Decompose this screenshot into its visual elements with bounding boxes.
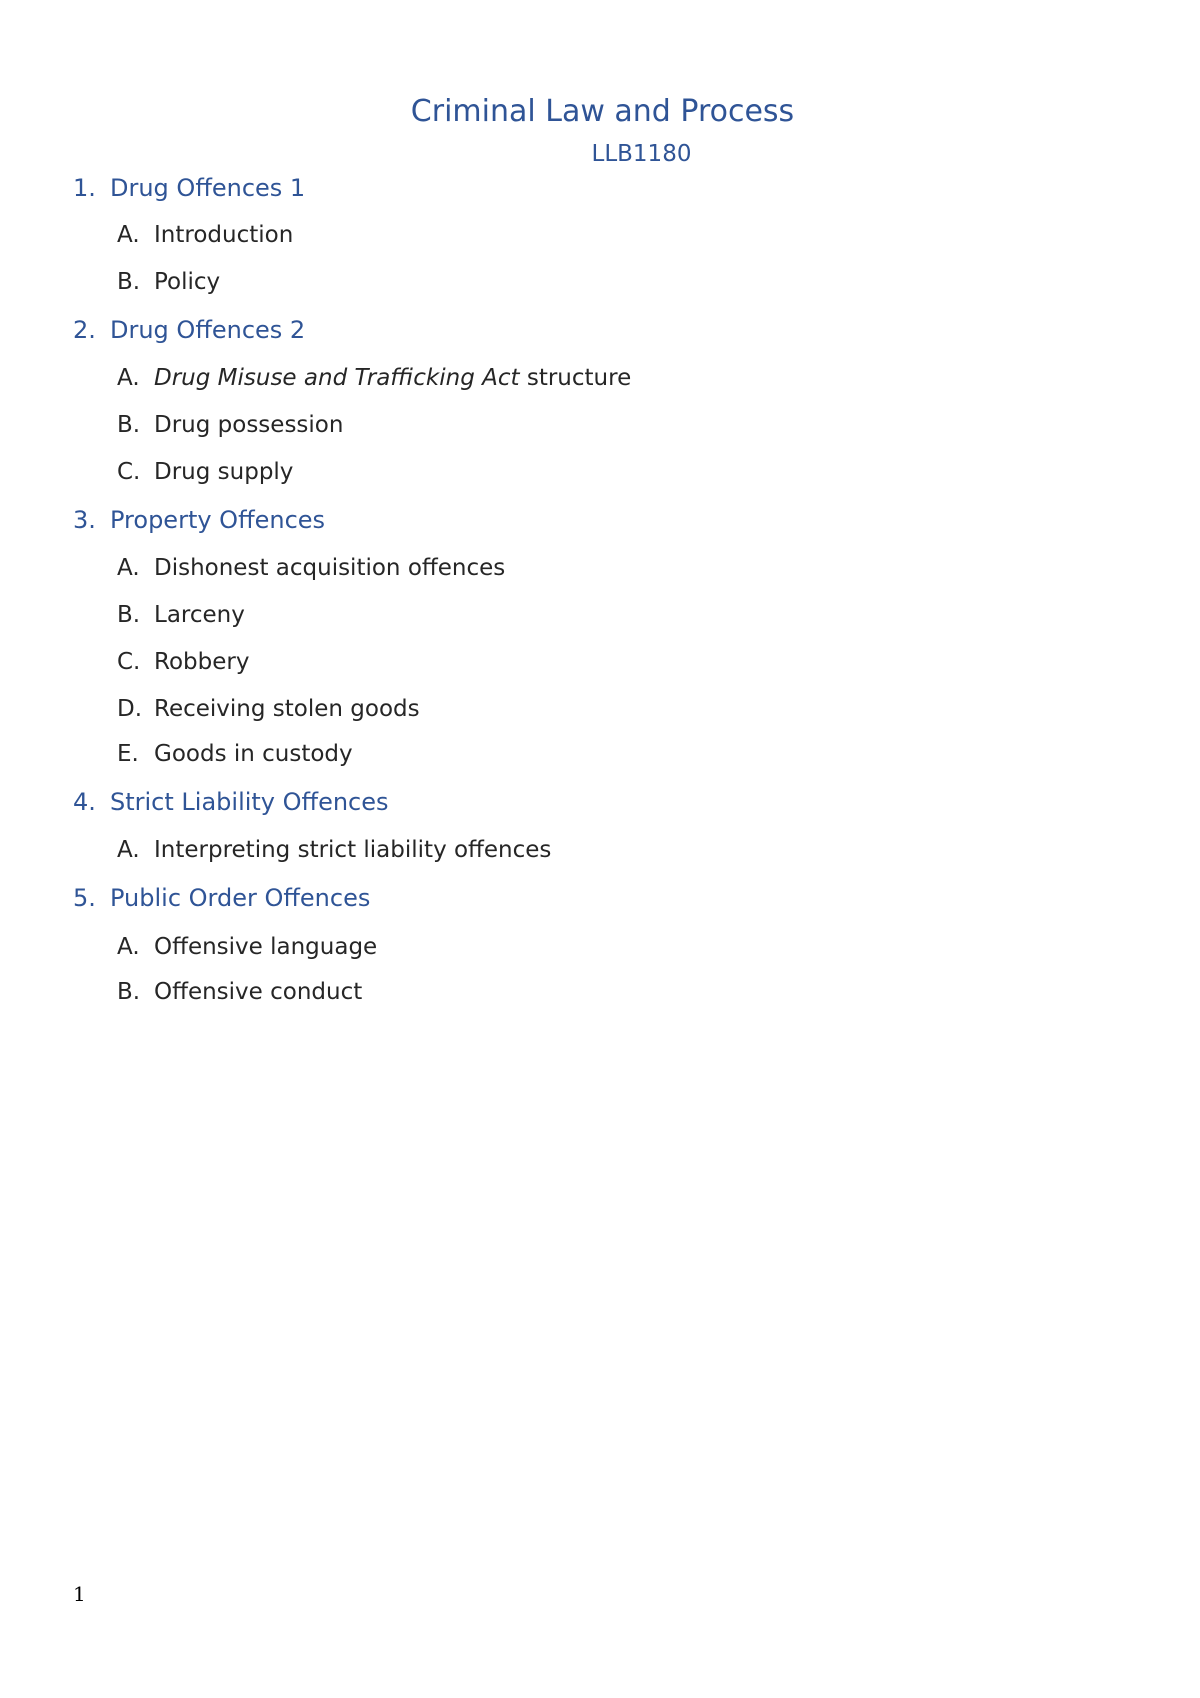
list-item	[117, 602, 245, 628]
course-code: LLB1180	[591, 141, 692, 167]
item-text: Interpreting strict liability offences	[154, 837, 552, 863]
item-letter: A.	[117, 837, 140, 863]
page-number: 1	[73, 1582, 86, 1606]
section-number: 1.	[73, 174, 96, 202]
section-number: 5.	[73, 884, 96, 912]
item-letter: C.	[117, 649, 141, 675]
list-item	[117, 555, 505, 581]
item-letter: B.	[117, 602, 141, 628]
item-text: Drug possession	[154, 412, 344, 438]
item-letter: A.	[117, 934, 140, 960]
section-title: Strict Liability Offences	[110, 788, 389, 816]
act-title: Drug Misuse and Trafficking Act	[154, 365, 520, 391]
section-title: Drug Offences 2	[110, 316, 306, 344]
list-item	[117, 696, 420, 722]
section-heading	[73, 788, 389, 816]
list-item	[117, 837, 551, 863]
section-heading	[73, 884, 370, 912]
item-letter: E.	[117, 741, 139, 767]
list-item	[117, 412, 343, 438]
item-text: Drug supply	[154, 459, 294, 485]
item-letter: B.	[117, 979, 141, 1005]
list-item	[117, 934, 377, 960]
item-text: structure	[519, 365, 632, 391]
section-heading	[73, 174, 305, 202]
section-number: 4.	[73, 788, 96, 816]
item-text: Introduction	[154, 222, 294, 248]
list-item	[117, 649, 249, 675]
section-title: Drug Offences 1	[110, 174, 306, 202]
section-heading	[73, 316, 305, 344]
item-letter: A.	[117, 555, 140, 581]
item-text: Receiving stolen goods	[154, 696, 420, 722]
item-letter: C.	[117, 459, 141, 485]
item-text: Offensive conduct	[154, 979, 363, 1005]
list-item	[117, 979, 362, 1005]
list-item	[117, 222, 293, 248]
item-letter: B.	[117, 269, 141, 295]
list-item	[117, 741, 353, 767]
list-item	[117, 365, 631, 391]
section-heading	[73, 506, 325, 534]
section-number: 2.	[73, 316, 96, 344]
item-letter: B.	[117, 412, 141, 438]
item-text: Robbery	[154, 649, 250, 675]
item-text: Dishonest acquisition offences	[154, 555, 506, 581]
item-letter: A.	[117, 222, 140, 248]
item-text: Policy	[154, 269, 221, 295]
item-text: Goods in custody	[154, 741, 353, 767]
list-item	[117, 459, 293, 485]
section-number: 3.	[73, 506, 96, 534]
item-text: Larceny	[154, 602, 245, 628]
list-item	[117, 269, 220, 295]
document-title: Criminal Law and Process	[410, 94, 795, 129]
item-letter: D.	[117, 696, 143, 722]
item-text: Offensive language	[154, 934, 378, 960]
item-letter: A.	[117, 365, 140, 391]
section-title: Property Offences	[110, 506, 326, 534]
section-title: Public Order Offences	[110, 884, 371, 912]
